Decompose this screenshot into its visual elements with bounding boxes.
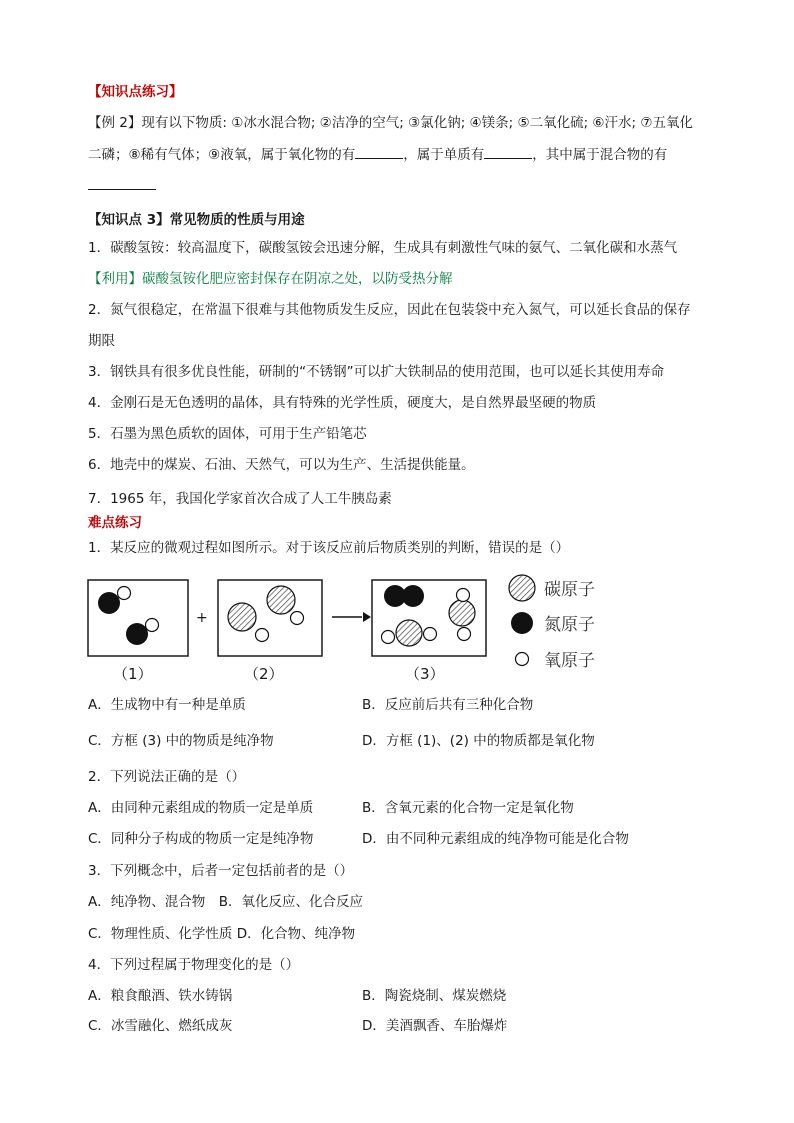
answer-blank-elements[interactable] (484, 144, 532, 159)
q4-option-b[interactable]: B．陶瓷烧制、煤炭燃烧 (362, 988, 507, 1004)
legend-nitrogen-label: 氮原子 (544, 615, 595, 635)
q1-option-d[interactable]: D．方框 (1)、(2) 中的物质都是氧化物 (362, 733, 595, 749)
q2-stem: 2．下列说法正确的是（） (88, 769, 246, 785)
q4-option-d[interactable]: D．美酒飘香、车胎爆炸 (362, 1018, 508, 1034)
carbon-atom (228, 603, 256, 631)
kp3-item7: 7．1965 年，我国化学家首次合成了人工牛胰岛素 (88, 491, 392, 507)
q3-options-cd[interactable]: C．物理性质、化学性质 D．化合物、纯净物 (88, 926, 356, 942)
q2-option-c[interactable]: C．同种分子构成的物质一定是纯净物 (88, 831, 314, 847)
q4-stem: 4．下列过程属于物理变化的是（） (88, 957, 300, 973)
legend-carbon-icon (509, 575, 535, 601)
example2-text-b: ，属于单质有 (403, 147, 485, 163)
box-2-label: （2） (244, 665, 284, 683)
example2-text-a: 二磷；⑧稀有气体；⑨液氧，属于氧化物的有 (88, 147, 356, 163)
nitrogen-atom (98, 592, 120, 614)
oxygen-atom (118, 587, 131, 600)
kp3-heading: 【知识点 3】常见物质的性质与用途 (88, 212, 305, 228)
carbon-atom (396, 620, 422, 646)
legend-oxygen-label: 氧原子 (544, 651, 595, 671)
legend-nitrogen-icon (511, 612, 533, 634)
q2-option-b[interactable]: B．含氧元素的化合物一定是氧化物 (362, 800, 574, 816)
q4-option-a[interactable]: A．粮食酿酒、铁水铸锅 (88, 988, 233, 1004)
oxygen-atom (382, 631, 395, 644)
kp3-item3: 3．钢铁具有很多优良性能，研制的“不锈钢”可以扩大铁制品的使用范围，也可以延长其使用寿命 (88, 364, 665, 380)
kp3-item2-line2: 期限 (88, 333, 115, 349)
reaction-diagram (80, 570, 620, 688)
oxygen-atom (291, 612, 304, 625)
q1-stem: 1．某反应的微观过程如图所示。对于该反应前后物质类别的判断，错误的是（） (88, 540, 570, 556)
legend-carbon-label: 碳原子 (544, 580, 595, 600)
answer-blank-oxides[interactable] (355, 144, 403, 159)
answer-blank-mixtures[interactable] (88, 189, 156, 190)
q1-option-a[interactable]: A．生成物中有一种是单质 (88, 697, 246, 713)
oxygen-atom (457, 589, 470, 602)
q1-option-b[interactable]: B．反应前后共有三种化合物 (362, 697, 534, 713)
legend-oxygen-icon (516, 653, 529, 666)
oxygen-atom (256, 629, 269, 642)
q4-option-c[interactable]: C．冰雪融化、燃纸成灰 (88, 1018, 233, 1034)
practice-heading: 【知识点练习】 (88, 84, 183, 100)
q3-stem: 3．下列概念中，后者一定包括前者的是（） (88, 863, 354, 879)
oxygen-atom (146, 619, 159, 632)
oxygen-atom (458, 628, 471, 641)
nitrogen-atom (126, 623, 148, 645)
q3-options-ab[interactable]: A．纯净物、混合物 B．氧化反应、化合反应 (88, 894, 363, 910)
kp3-item2-line1: 2．氮气很稳定，在常温下很难与其他物质发生反应，因此在包装袋中充入氮气，可以延长食品的保存 (88, 302, 691, 318)
box-3-label: （3） (405, 665, 445, 683)
q1-option-c[interactable]: C．方框 (3) 中的物质是纯净物 (88, 733, 274, 749)
kp3-use-label: 【利用】 (88, 271, 142, 287)
box-1-label: （1） (113, 665, 153, 683)
kp3-use (88, 269, 453, 289)
q2-option-d[interactable]: D．由不同种元素组成的纯净物可能是化合物 (362, 831, 629, 847)
kp3-item1: 1．碳酸氢铵：较高温度下，碳酸氢铵会迅速分解，生成具有刺激性气味的氨气、二氧化碳和水蒸气 (88, 240, 678, 256)
kp3-use-text: 碳酸氢铵化肥应密封保存在阴凉之处，以防受热分解 (142, 271, 453, 287)
kp3-item5: 5．石墨为黑色质软的固体，可用于生产铅笔芯 (88, 426, 367, 442)
example2-line2 (88, 144, 667, 165)
carbon-atom (449, 600, 475, 626)
nitrogen-atom (402, 585, 424, 607)
oxygen-atom (424, 628, 437, 641)
q2-option-a[interactable]: A．由同种元素组成的物质一定是单质 (88, 800, 314, 816)
arrow-head (363, 612, 371, 622)
example2-text-c: ，其中属于混合物的有 (532, 147, 668, 163)
hard-heading: 难点练习 (88, 515, 142, 531)
plus-sign: + (196, 610, 208, 626)
carbon-atom (267, 586, 295, 614)
kp3-item6: 6．地壳中的煤炭、石油、天然气，可以为生产、生活提供能量。 (88, 457, 475, 473)
kp3-item4: 4．金刚石是无色透明的晶体，具有特殊的光学性质，硬度大，是自然界最坚硬的物质 (88, 395, 597, 411)
example2-line1: 【例 2】现有以下物质: ①冰水混合物; ②洁净的空气; ③氯化钠; ④镁条; ⑤二氧化硫; ⑥汗水; ⑦五氧化 (88, 115, 693, 131)
